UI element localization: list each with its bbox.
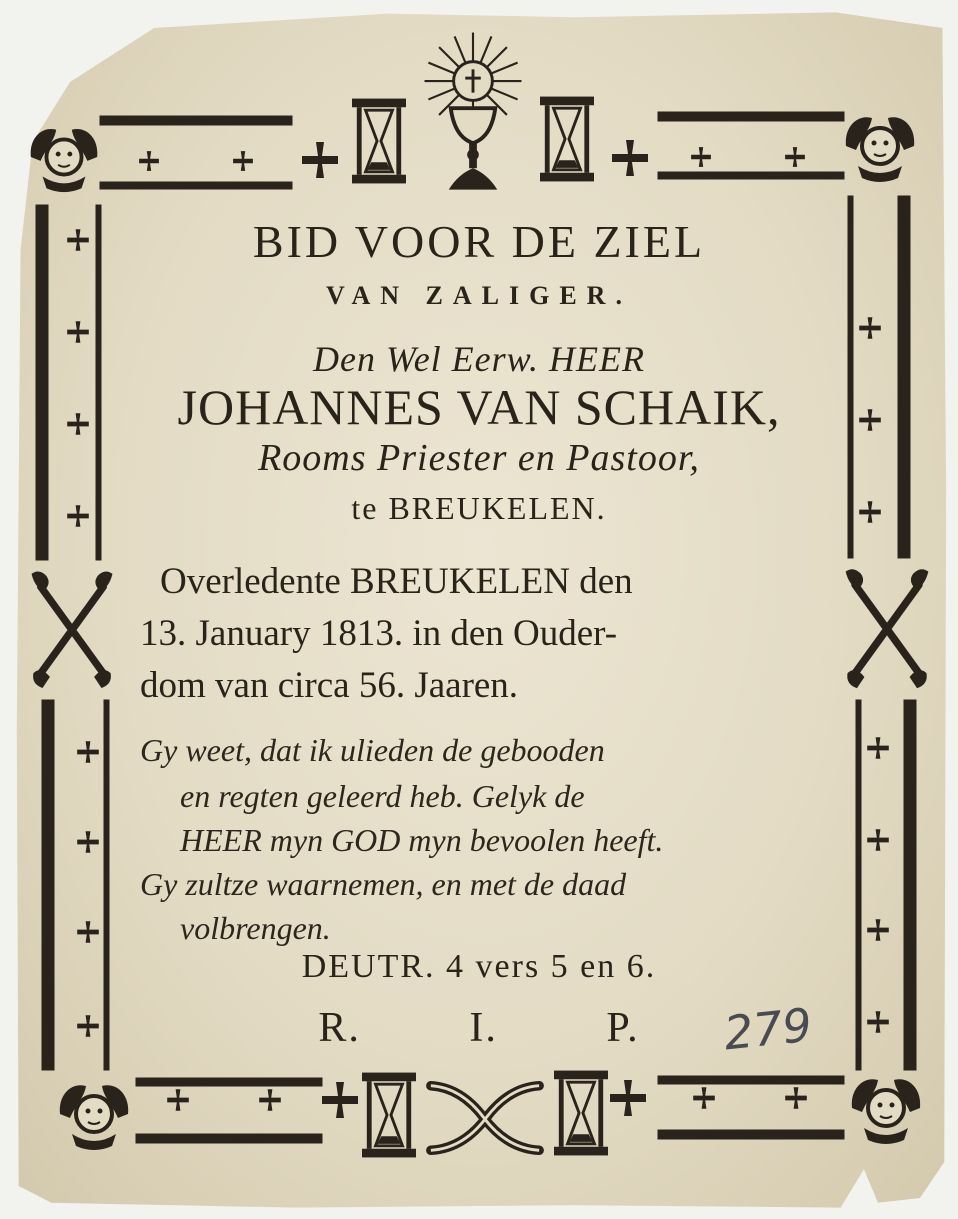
cross-pattee-icon: [302, 142, 338, 178]
cross-pattee-icon: [785, 147, 805, 167]
cross-pattee-icon: [77, 921, 99, 943]
cross-pattee-icon: [77, 741, 99, 763]
scripture-reference: DEUTR. 4 vers 5 en 6.: [301, 948, 657, 985]
crossed-torches-icon: [846, 569, 929, 688]
quote-line: Gy weet, dat ik ulieden de gebooden: [140, 732, 605, 768]
quote-line: volbrengen.: [180, 910, 331, 946]
cherub-icon: [31, 129, 98, 192]
top-frieze: [31, 33, 915, 193]
honorific-line: Den Wel Eerw. HEER: [313, 339, 645, 379]
cross-pattee-icon: [612, 140, 648, 176]
deceased-name: JOHANNES VAN SCHAIK,: [177, 379, 781, 435]
cross-pattee-icon: [167, 1089, 189, 1111]
crossed-torches-icon: [32, 572, 113, 688]
hourglass-icon: [352, 99, 406, 184]
cross-pattee-icon: [867, 737, 889, 759]
cross-pattee-icon: [867, 919, 889, 941]
cherub-icon: [852, 1079, 920, 1144]
death-line: Overledente BREUKELEN den: [160, 561, 633, 602]
card-title: BID VOOR DE ZIEL: [252, 216, 706, 267]
cross-pattee-icon: [259, 1089, 281, 1111]
deceased-role: Rooms Priester en Pastoor,: [258, 437, 700, 479]
right-border: [846, 196, 929, 1070]
cross-pattee-icon: [691, 147, 711, 167]
cross-pattee-icon: [867, 829, 889, 851]
cross-pattee-icon: [233, 151, 253, 171]
death-line: 13. January 1813. in den Ouder-: [140, 613, 618, 654]
cross-pattee-icon: [693, 1087, 715, 1109]
crossed-stoles-icon: [431, 1086, 539, 1151]
cross-pattee-icon: [859, 317, 881, 339]
left-border: [32, 205, 113, 1070]
cross-pattee-icon: [77, 831, 99, 853]
chalice-with-host-icon: [425, 33, 522, 190]
quote-line: HEER myn GOD myn bevoolen heeft.: [180, 822, 664, 858]
cross-pattee-icon: [139, 151, 159, 171]
card-subtitle: VAN ZALIGER.: [326, 281, 632, 310]
death-line: dom van circa 56. Jaaren.: [140, 665, 519, 706]
deceased-place: te BREUKELEN.: [351, 490, 607, 526]
hourglass-icon: [554, 1071, 608, 1156]
cross-pattee-icon: [785, 1087, 807, 1109]
rip-letter: P.: [606, 1005, 640, 1051]
cherub-icon: [846, 117, 914, 182]
hourglass-icon: [540, 97, 594, 182]
hourglass-icon: [362, 1073, 416, 1158]
rip-line: [0, 1004, 958, 1052]
quote-line: Gy zultze waarnemen, en met de daad: [140, 866, 627, 902]
cross-pattee-icon: [322, 1082, 358, 1118]
bottom-frieze: [60, 1071, 920, 1158]
archive-number: 279: [721, 997, 815, 1061]
cherub-icon: [60, 1085, 128, 1150]
rip-letter: I.: [469, 1005, 498, 1051]
rip-letter: R.: [318, 1005, 361, 1051]
quote-line: en regten geleerd heb. Gelyk de: [180, 778, 585, 814]
cross-pattee-icon: [610, 1080, 646, 1116]
